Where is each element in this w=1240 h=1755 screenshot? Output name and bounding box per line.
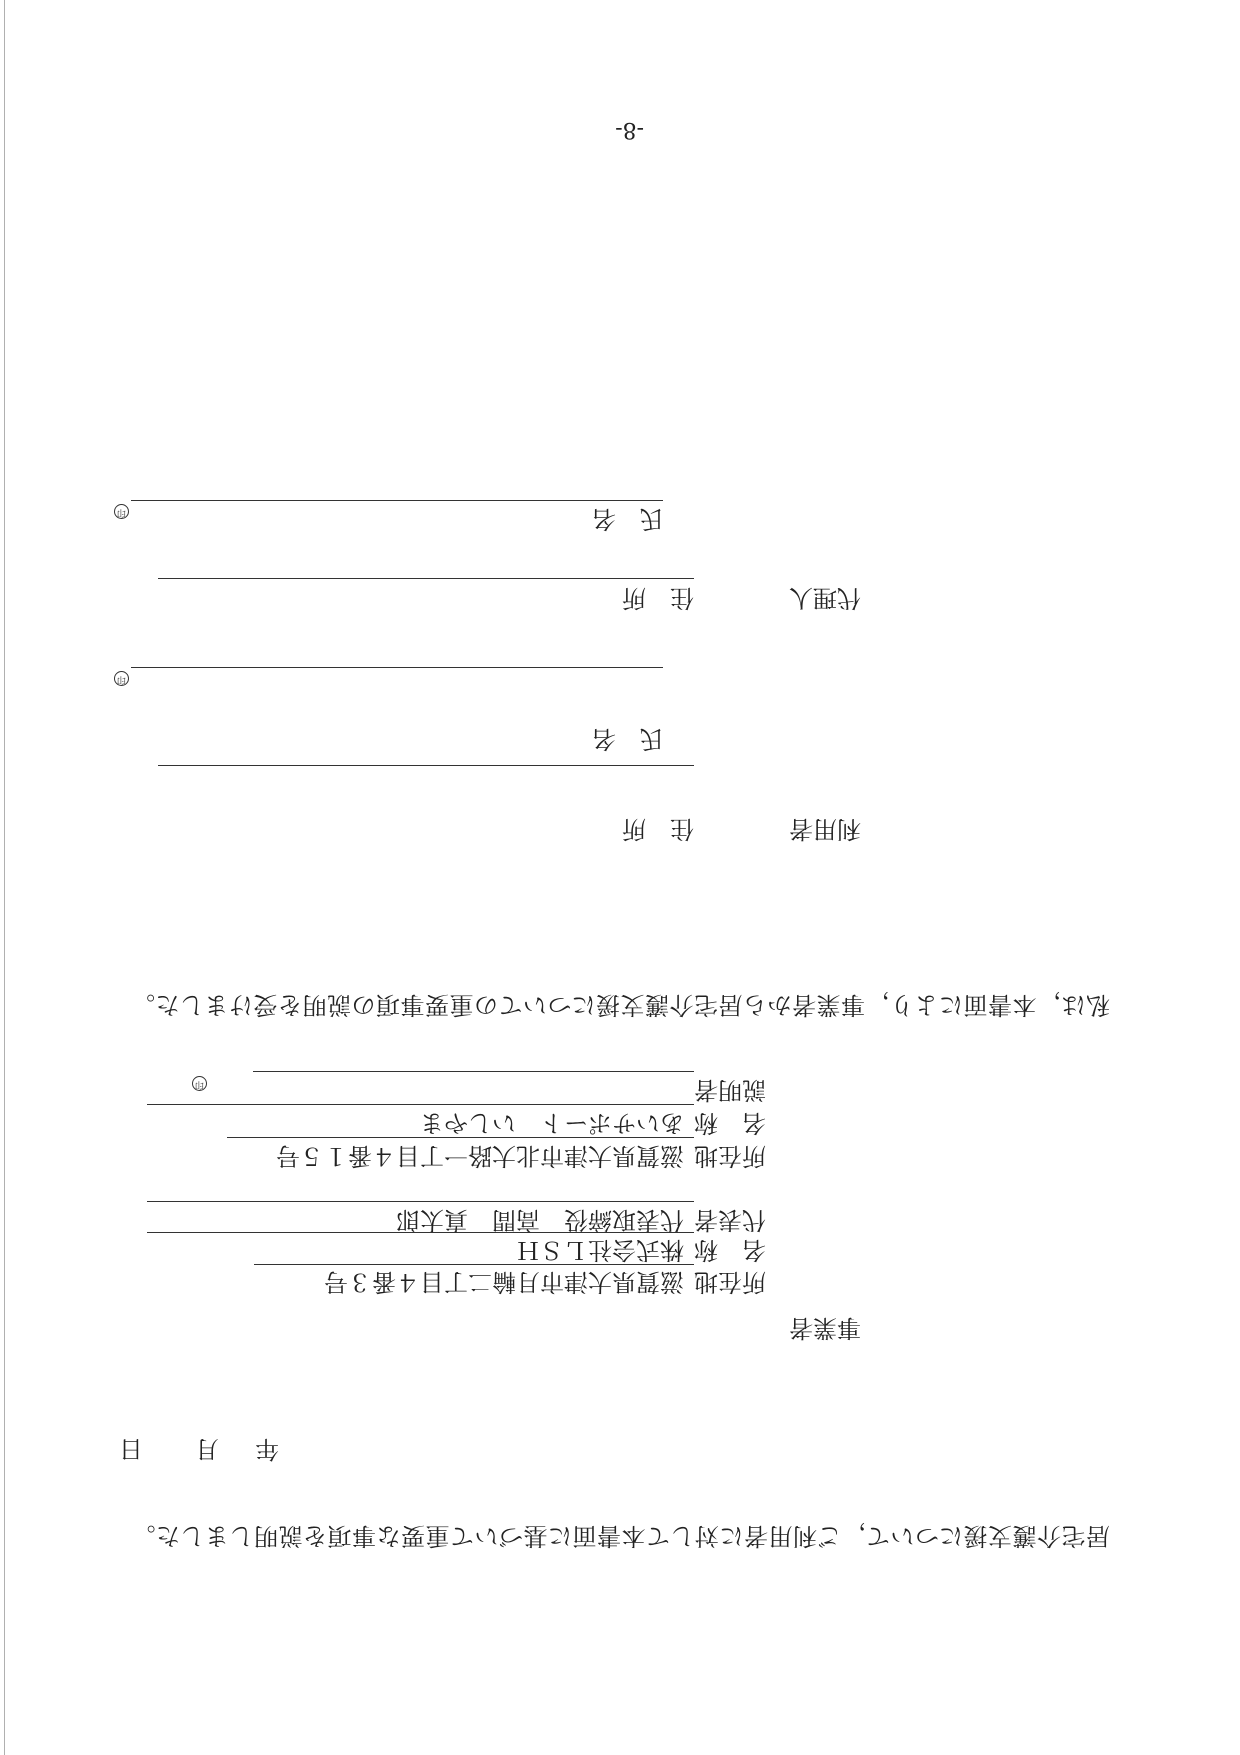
office-address-value: 滋賀県大津市北大路一丁目４番１５号 [276, 1142, 684, 1170]
provider-name-value: 株式会社ＬＳＨ [516, 1236, 684, 1264]
user-seal-icon: 印 [114, 671, 129, 686]
office-name-value: あいサポート いしやま [420, 1109, 684, 1137]
date-day-label: 日 [119, 1435, 143, 1463]
user-name-label: 氏 名 [592, 725, 664, 753]
provider-rep-underline [147, 1201, 694, 1202]
agent-address-label: 住 所 [622, 584, 694, 612]
statement-text: 居宅介護支援について，ご利用者に対して本書面に基づいて重要な事項を説明しました。 [130, 1522, 1110, 1550]
agent-name-label: 氏 名 [592, 505, 664, 533]
provider-address-label: 所在地 [694, 1268, 766, 1296]
agent-address-line[interactable] [158, 578, 694, 579]
office-address-label: 所在地 [694, 1142, 766, 1170]
agent-seal-icon: 印 [114, 504, 129, 519]
office-name-label: 名 称 [694, 1109, 766, 1137]
office-name-underline [147, 1104, 694, 1105]
user-name-line[interactable] [131, 667, 663, 668]
agent-heading: 代理人 [789, 584, 861, 612]
user-address-line[interactable] [158, 765, 694, 766]
office-explainer-signature-line[interactable] [253, 1071, 694, 1072]
provider-rep-value: 代表取締役 高間 真太郎 [396, 1206, 684, 1234]
date-month-label: 月 [195, 1435, 219, 1463]
agent-name-line[interactable] [131, 500, 663, 501]
user-heading: 利用者 [789, 815, 861, 843]
page-number: -8- [615, 117, 644, 142]
office-explainer-label: 説明者 [694, 1076, 766, 1104]
explainer-seal-icon: 印 [192, 1076, 207, 1091]
date-year-label: 年 [255, 1435, 279, 1463]
provider-name-label: 名 称 [694, 1236, 766, 1264]
provider-address-value: 滋賀県大津市月輪二丁目４番３号 [324, 1268, 684, 1296]
user-address-label: 住 所 [622, 815, 694, 843]
acknowledgement-text: 私は，本書面により，事業者から居宅介護支援についての重要事項の説明を受けました。 [130, 991, 1110, 1019]
provider-heading: 事業者 [789, 1314, 861, 1342]
provider-rep-label: 代表者 [694, 1206, 766, 1234]
